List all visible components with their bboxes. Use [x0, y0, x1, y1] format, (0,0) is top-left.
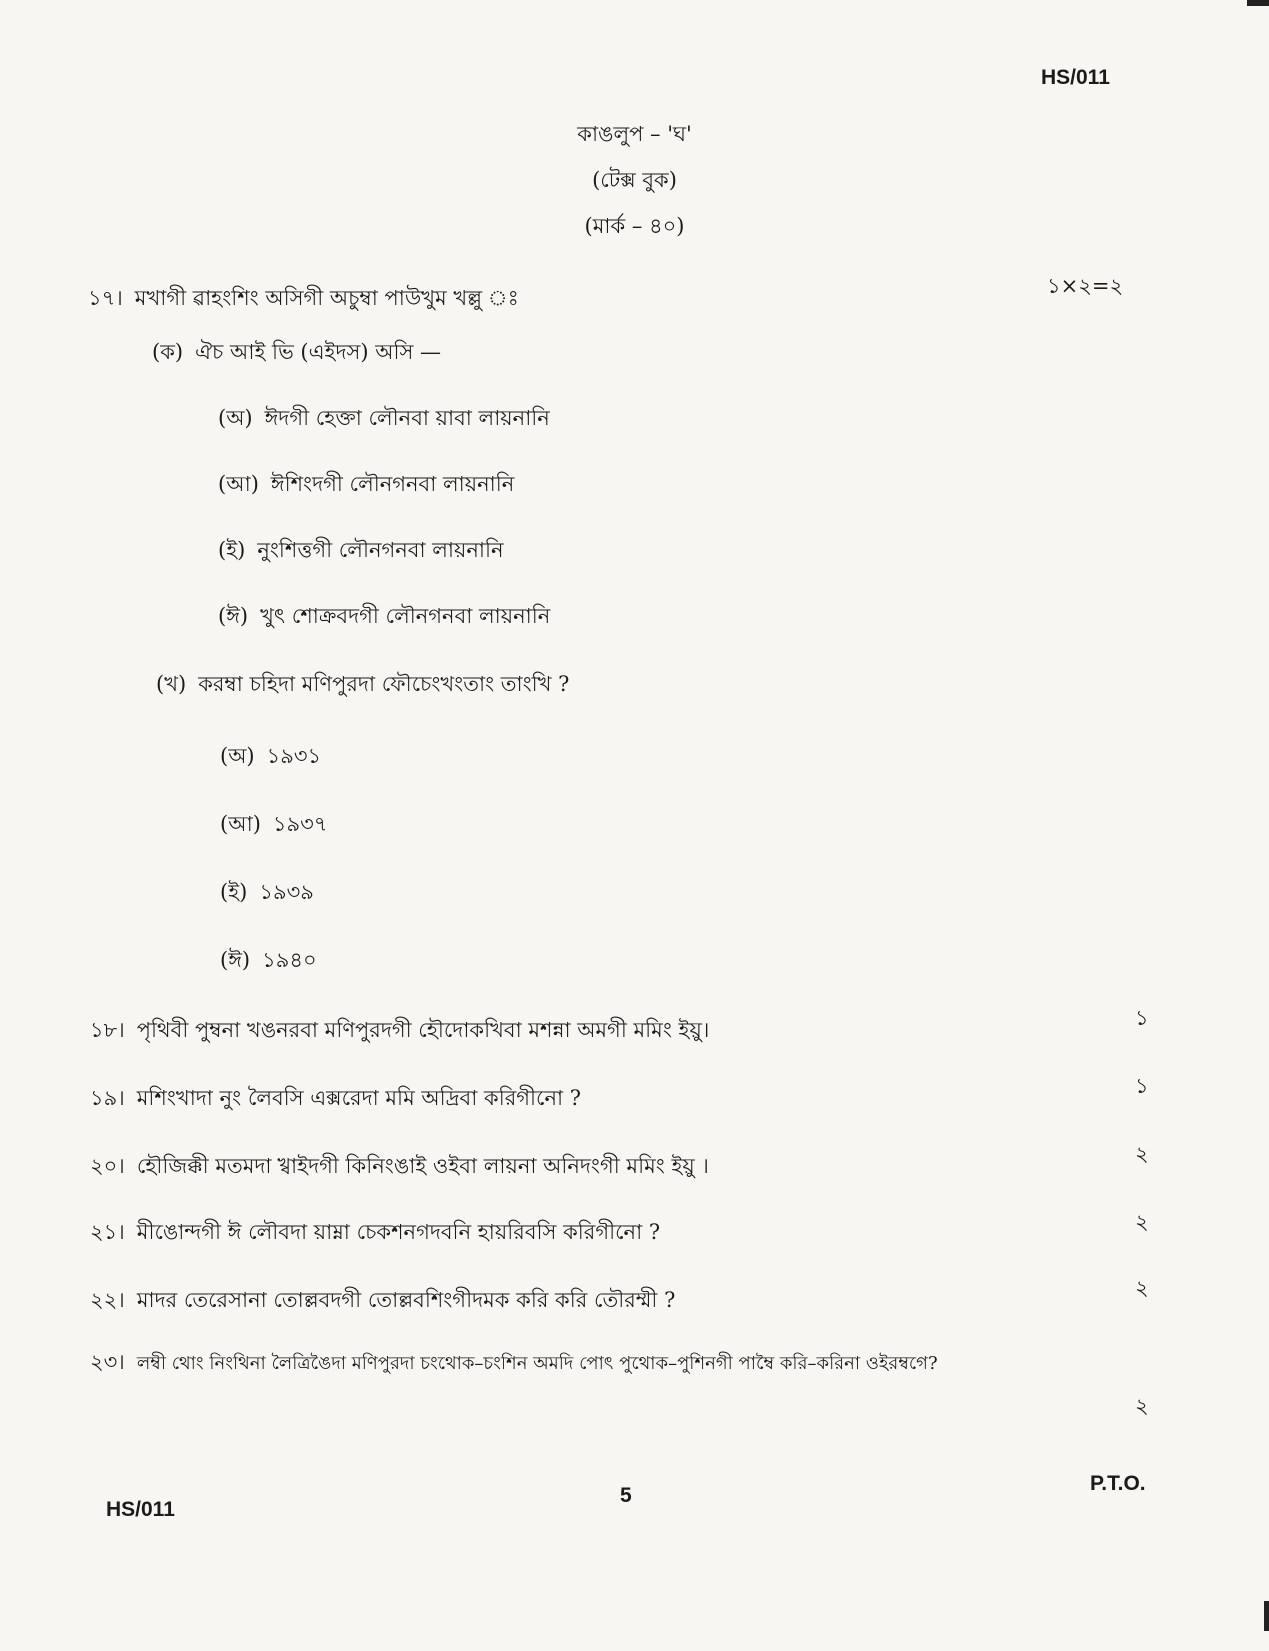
option-label: (ঈ): [220, 948, 251, 972]
option-text: ঈদগী হেক্তা লৌনবা য়াবা লায়নানি: [264, 406, 550, 430]
question-17-marks: ১×২=২: [1047, 274, 1124, 298]
option-kha-a: [220, 740, 321, 775]
question-23: [90, 1346, 938, 1381]
question-number: ২৩।: [90, 1350, 125, 1374]
question-19: [90, 1082, 581, 1117]
paper-code-bottom: HS/011: [106, 1498, 175, 1521]
option-kha-i: [220, 876, 314, 911]
option-label: (অ): [220, 744, 255, 768]
option-ka-a: [218, 402, 550, 437]
question-21-marks: ২: [1135, 1210, 1149, 1234]
question-17: [88, 282, 519, 317]
subpart-text: করম্বা চহিদা মণিপুরদা ফৌচেংখংতাং তাংখি ?: [198, 672, 570, 696]
option-label: (অ): [218, 406, 253, 430]
scan-edge-mark-bottom: [1264, 1601, 1269, 1631]
page-number: 5: [620, 1484, 632, 1507]
option-kha-aa: [220, 808, 327, 843]
scan-edge-mark: [1247, 0, 1269, 6]
option-label: (আ): [220, 812, 261, 836]
question-text: পৃথিবী পুম্বনা খঙনরবা মণিপুরদগী হৌদোকখিবা মশন্না অমগী মমিং ইয়ু।: [136, 1018, 710, 1042]
question-text: মীঙোন্দগী ঈ লৌবদা য়াম্না চেকশনগদবনি হায়রিবসি করিগীনো ?: [136, 1220, 661, 1244]
question-text: মাদর তেরেসানা তোল্লবদগী তোল্লবশিংগীদমক করি করি তৌরম্মী ?: [136, 1288, 676, 1312]
subpart-text: ঐচ আই ভি (এইদস) অসি —: [195, 340, 441, 364]
question-number: ২১।: [90, 1220, 125, 1244]
question-21: [90, 1216, 660, 1251]
question-19-marks: ১: [1135, 1074, 1149, 1098]
option-kha-ii: [220, 944, 317, 979]
option-text: ঈশিংদগী লৌনগনবা লায়নানি: [270, 472, 515, 496]
option-text: ১৯৩৯: [259, 880, 314, 904]
option-ka-aa: [218, 468, 514, 503]
section-marks: (মার্ক – ৪০): [584, 214, 685, 238]
question-18: [90, 1014, 709, 1049]
subpart-label: (ক): [152, 340, 184, 364]
question-text: মখাগী ৱাহংশিং অসিগী অচুম্বা পাউখুম খল্লু ঃ: [134, 286, 519, 310]
question-number: ১৯।: [90, 1086, 125, 1110]
question-18-marks: ১: [1135, 1006, 1149, 1030]
section-subtitle: (টেক্স বুক): [592, 168, 677, 192]
question-number: ১৭।: [88, 286, 123, 310]
question-20-marks: ২: [1135, 1142, 1149, 1166]
question-22: [90, 1284, 675, 1319]
question-text: হৌজিক্কী মতমদা খ্বাইদগী কিনিংঙাই ওইবা লায়না অনিদংগী মমিং ইয়ু ।: [136, 1154, 709, 1178]
question-23-marks: ২: [1135, 1394, 1149, 1418]
question-text: মশিংখাদা নুং লৈবসি এক্সরেদা মমি অদ্রিবা করিগীনো ?: [136, 1086, 582, 1110]
option-text: খুৎ শোক্রবদগী লৌনগনবা লায়নানি: [260, 604, 551, 628]
option-text: ১৯৩১: [266, 744, 322, 768]
question-number: ১৮।: [90, 1018, 125, 1042]
question-number: ২২।: [90, 1288, 125, 1312]
paper-code-top: HS/011: [1041, 66, 1110, 89]
question-22-marks: ২: [1135, 1276, 1149, 1300]
option-label: (ঈ): [218, 604, 249, 628]
option-ka-ii: [218, 600, 550, 635]
question-20: [90, 1150, 709, 1185]
option-label: (আ): [218, 472, 259, 496]
question-number: ২০।: [90, 1154, 125, 1178]
please-turn-over: P.T.O.: [1090, 1472, 1146, 1495]
option-ka-i: [218, 534, 504, 569]
question-text: লম্বী থোং নিংথিনা লৈত্রিঙৈদা মণিপুরদা চংথোক–চংশিন অমদি পোৎ পুথোক–পুশিনগী পাম্বৈ করি–করিনা ওইরম্বগে?: [136, 1353, 938, 1374]
option-label: (ই): [218, 538, 246, 562]
subpart-label: (খ): [156, 672, 187, 696]
option-text: ১৯৪০: [262, 948, 317, 972]
subpart-ka: [152, 336, 441, 371]
option-text: ১৯৩৭: [272, 812, 328, 836]
option-label: (ই): [220, 880, 248, 904]
section-title: কাঙলুপ – 'ঘ': [577, 122, 692, 146]
option-text: নুংশিত্তগী লৌনগনবা লায়নানি: [257, 538, 504, 562]
subpart-kha: [156, 668, 569, 703]
